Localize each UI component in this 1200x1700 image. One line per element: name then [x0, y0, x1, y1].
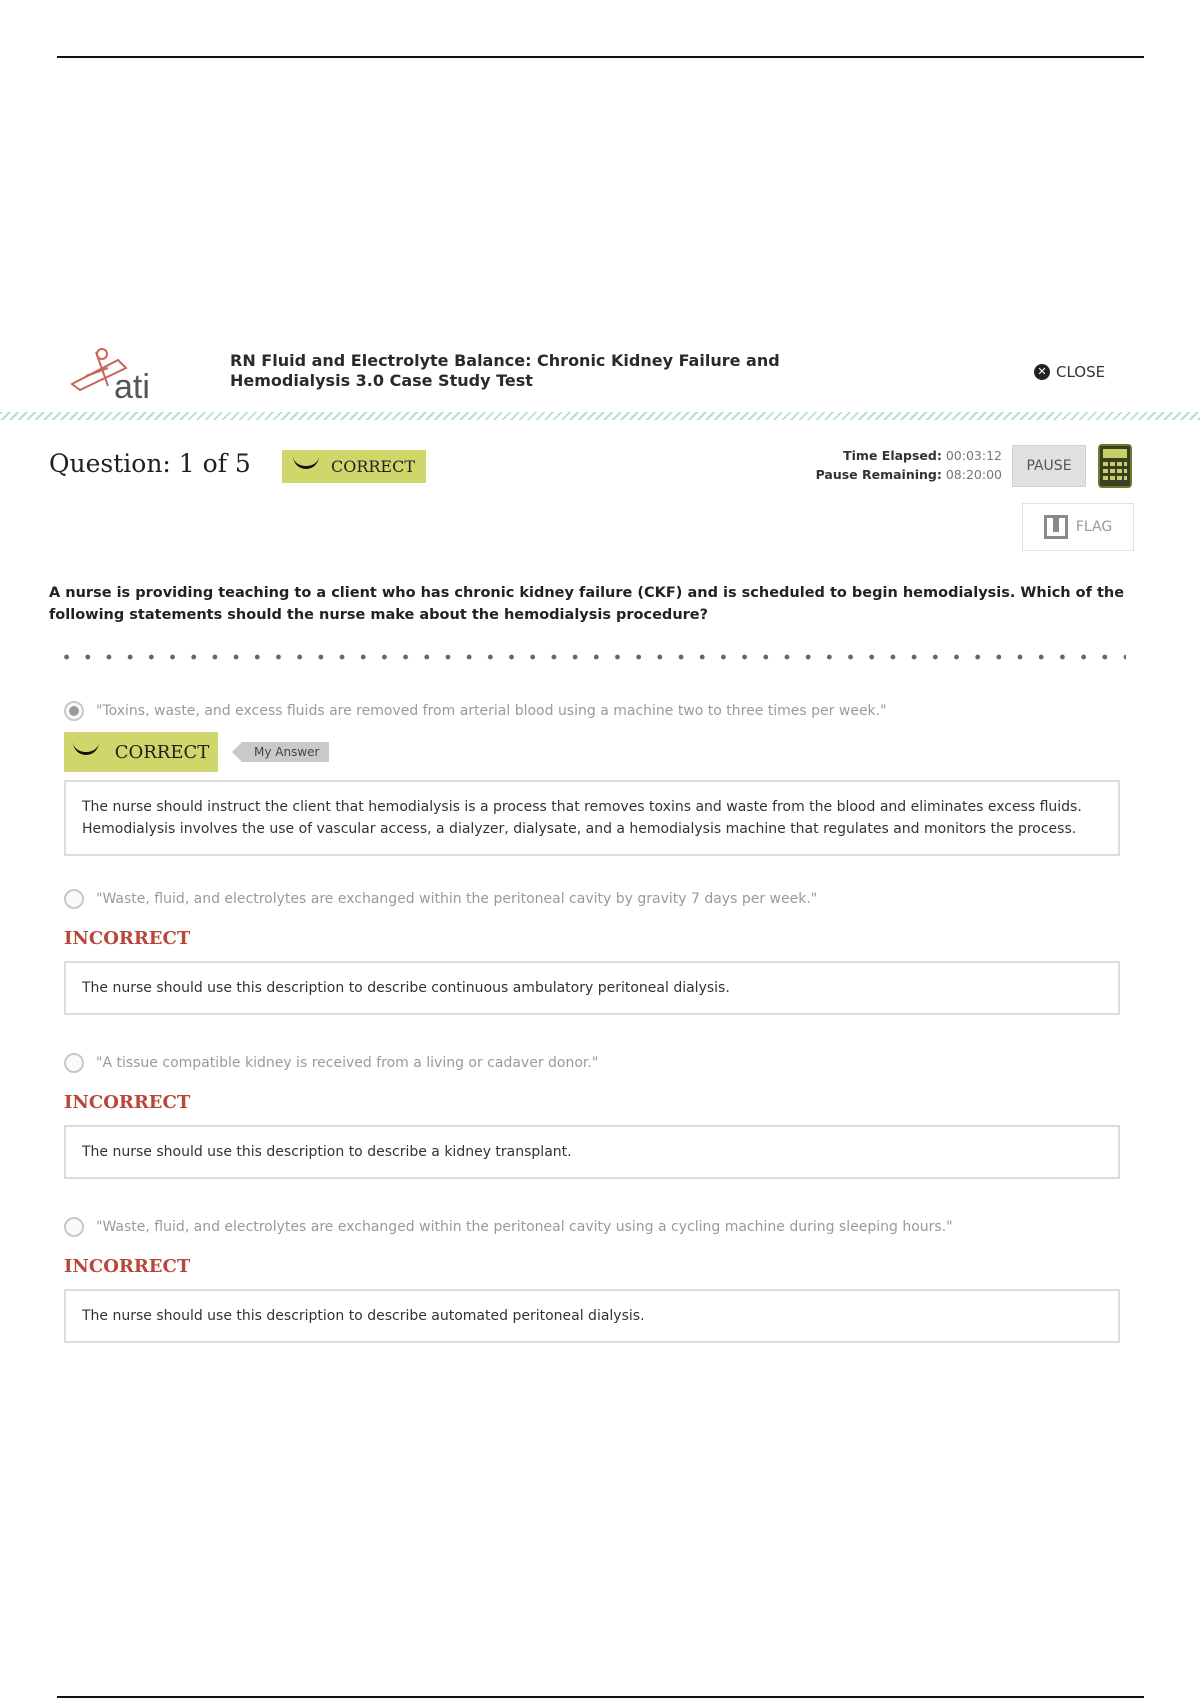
timer-panel [800, 446, 1002, 484]
flag-button[interactable] [1022, 503, 1134, 551]
smile-icon [73, 742, 99, 755]
option-text: "Toxins, waste, and excess fluids are removed from arterial blood using a machine two to three times per week." [96, 703, 887, 719]
correct-label: CORRECT [114, 741, 210, 763]
my-answer-tag: My Answer [242, 742, 329, 762]
calculator-icon[interactable] [1098, 444, 1132, 488]
svg-text:ati: ati [114, 368, 150, 404]
incorrect-label: INCORRECT [64, 1092, 191, 1113]
flag-label: FLAG [1075, 519, 1113, 535]
dotted-divider [56, 651, 1126, 663]
correct-badge [64, 732, 218, 772]
question-counter: Question: 1 of 5 [49, 449, 251, 478]
option-radio[interactable] [64, 701, 84, 721]
incorrect-label: INCORRECT [64, 1256, 191, 1277]
pause-button[interactable]: PAUSE [1012, 445, 1086, 487]
top-rule [57, 56, 1144, 58]
option-text: "Waste, fluid, and electrolytes are exchanged within the peritoneal cavity by gravity 7 days per week." [96, 891, 818, 907]
close-button[interactable] [1034, 363, 1105, 381]
pause-remaining-label: Pause Remaining: [815, 467, 942, 482]
smile-icon [293, 456, 319, 469]
option-text: "A tissue compatible kidney is received from a living or cadaver donor." [96, 1055, 599, 1071]
test-title: RN Fluid and Electrolyte Balance: Chronic Kidney Failure and Hemodialysis 3.0 Case Study Test [230, 351, 780, 390]
pause-remaining-value: 08:20:00 [945, 467, 1002, 482]
rationale-box: The nurse should use this description to describe automated peritoneal dialysis. [64, 1289, 1120, 1343]
time-elapsed-value: 00:03:12 [945, 448, 1002, 463]
option-radio[interactable] [64, 889, 84, 909]
close-label: CLOSE [1056, 363, 1106, 381]
incorrect-label: INCORRECT [64, 928, 191, 949]
ati-logo [68, 346, 178, 404]
question-stem: A nurse is providing teaching to a client who has chronic kidney failure (CKF) and is scheduled to begin hemodialysis. Which of the following statements should the nurse make about the hemodialysis procedure? [49, 585, 1125, 623]
answer-option [64, 698, 1120, 856]
bottom-rule [57, 1696, 1144, 1698]
bookmark-icon [1044, 515, 1068, 539]
option-text: "Waste, fluid, and electrolytes are exchanged within the peritoneal cavity using a cycling machine during sleeping hours." [96, 1219, 953, 1235]
header-divider [0, 412, 1200, 420]
close-icon: ✕ [1034, 364, 1050, 380]
time-elapsed-label: Time Elapsed: [843, 448, 942, 463]
rationale-box: The nurse should instruct the client that hemodialysis is a process that removes toxins and waste from the blood and eliminates excess fluids. Hemodialysis involves the use of vascular access, a dialyzer, dialysate, and a hemodialysis machine that regulates and monitors the process. [64, 780, 1120, 856]
answer-option [64, 1050, 1120, 1179]
rationale-box: The nurse should use this description to describe continuous ambulatory peritoneal dialysis. [64, 961, 1120, 1015]
answer-option [64, 886, 1120, 1015]
status-label: CORRECT [330, 457, 416, 476]
question-status-badge [282, 450, 426, 483]
option-radio[interactable] [64, 1053, 84, 1073]
option-radio[interactable] [64, 1217, 84, 1237]
rationale-box: The nurse should use this description to describe a kidney transplant. [64, 1125, 1120, 1179]
answer-option [64, 1214, 1120, 1343]
